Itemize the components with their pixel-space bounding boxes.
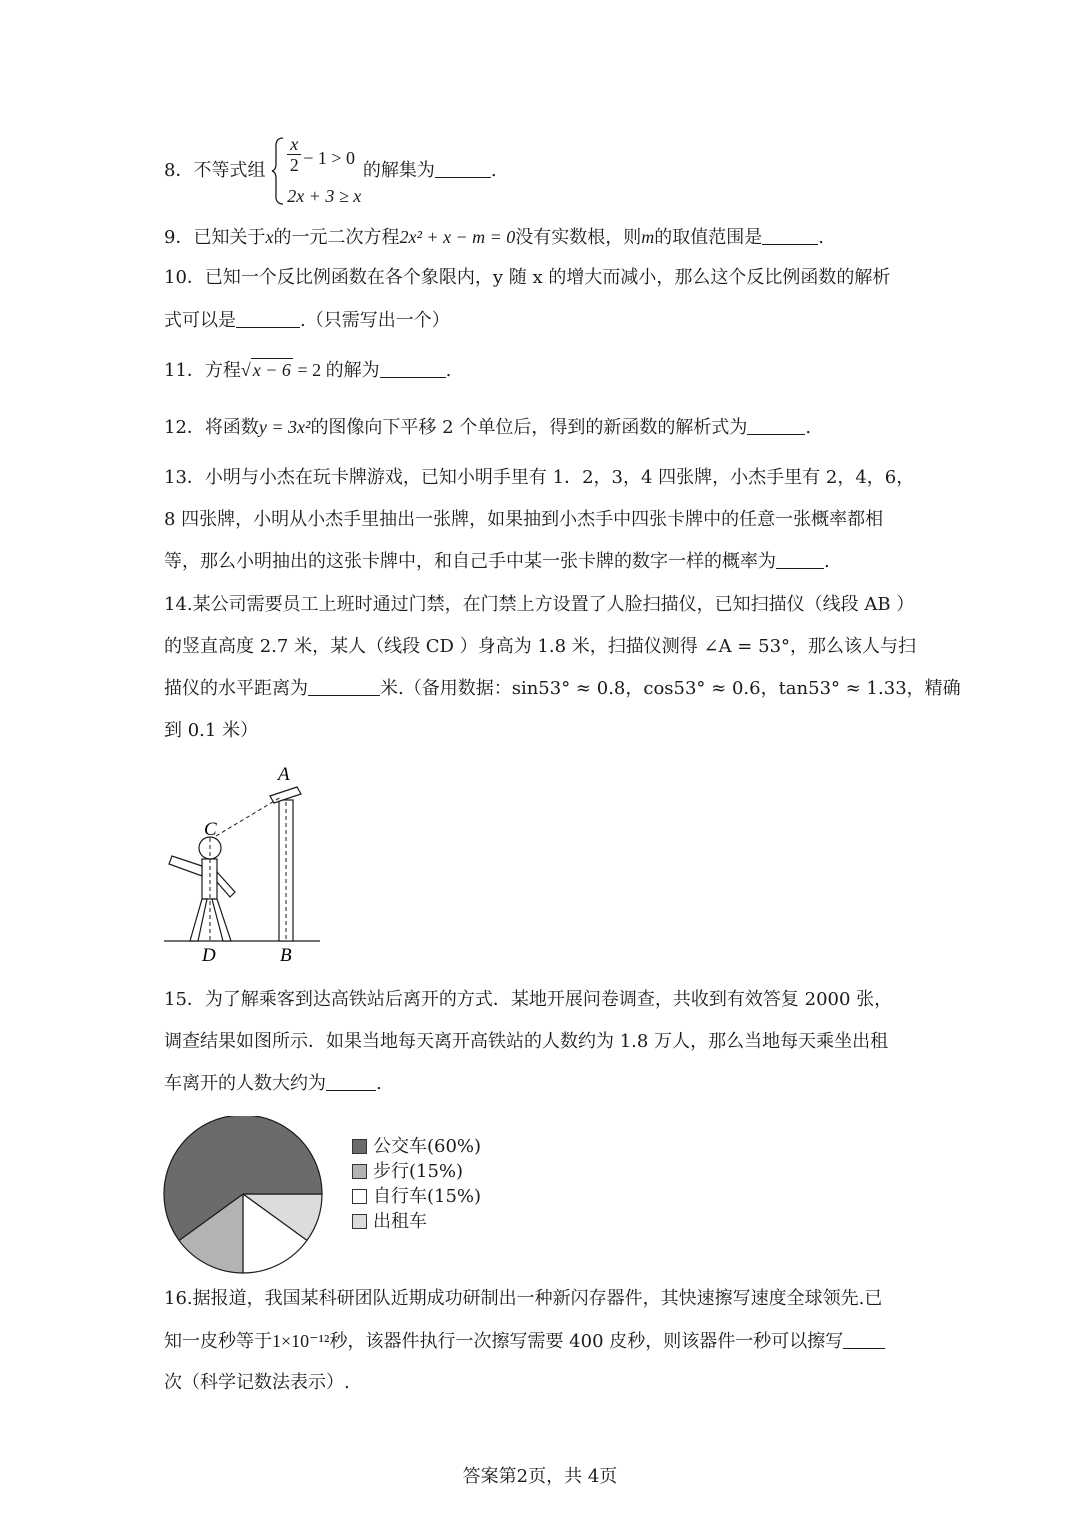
label-b: B: [280, 945, 292, 966]
answer-blank[interactable]: [747, 416, 805, 435]
question-16: 16.据报道，我国某科研团队近期成功研制出一种新闪存器件，其快速擦写速度全球领先.已: [164, 1288, 883, 1309]
chart-legend: [352, 1134, 481, 1234]
question-10-cont: 式可以是 .（只需写出一个）: [164, 310, 450, 331]
answer-blank[interactable]: [843, 1330, 885, 1349]
pie-chart: [160, 1116, 330, 1276]
answer-blank[interactable]: [380, 359, 446, 378]
page-footer: 答案第2页，共 4页: [462, 1466, 618, 1487]
answer-blank[interactable]: [308, 677, 380, 696]
answer-blank[interactable]: [776, 550, 824, 569]
question-16-cont2: 次（科学记数法表示）.: [164, 1372, 350, 1393]
question-15-cont2: 车离开的人数大约为 .: [164, 1073, 382, 1094]
legend-item-taxi: 出租车: [352, 1209, 481, 1234]
left-brace: [271, 136, 285, 206]
legend-swatch: [352, 1214, 367, 1229]
question-8: 8．不等式组 x 2 − 1 > 0 2x + 3 ≥ x 的解集为 .: [164, 134, 497, 206]
radical: x − 6: [252, 360, 291, 380]
answer-blank[interactable]: [762, 226, 818, 245]
question-13-cont2: 等，那么小明抽出的这张卡牌中，和自己手中某一张卡牌的数字一样的概率为 .: [164, 551, 830, 572]
question-16-cont: 知一皮秒等于1×10⁻¹²秒，该器件执行一次擦写需要 400 皮秒，则该器件一秒可以擦写: [164, 1327, 885, 1356]
question-13-cont: 8 四张牌，小明从小杰手里抽出一张牌，如果抽到小杰手中四张卡牌中的任意一张概率都相: [164, 509, 884, 530]
question-14: 14.某公司需要员工上班时通过门禁，在门禁上方设置了人脸扫描仪，已知扫描仪（线段 AB ）: [164, 594, 915, 615]
question-14-cont: 的竖直高度 2.7 米，某人（线段 CD ）身高为 1.8 米，扫描仪测得 ∠A = 53°，那么该人与扫: [164, 636, 917, 657]
inequality-system: x 2 − 1 > 0 2x + 3 ≥ x: [271, 136, 351, 206]
answer-blank[interactable]: [326, 1072, 376, 1091]
answer-blank[interactable]: [435, 159, 491, 178]
label-a: A: [278, 764, 290, 785]
answer-blank[interactable]: [236, 309, 300, 328]
question-9: 9．已知关于x的一元二次方程2x² + x − m = 0没有实数根，则m的取值范围是 .: [164, 227, 825, 248]
question-13: 13．小明与小杰在玩卡牌游戏，已知小明手里有 1．2，3，4 四张牌，小杰手里有 2，4，6，: [164, 467, 915, 488]
question-14-cont2: 描仪的水平距离为 米.（备用数据：sin53° ≈ 0.8，cos53° ≈ 0.6，tan53° ≈ 1.33，精确: [164, 678, 961, 699]
question-12: 12．将函数y = 3x²的图像向下平移 2 个单位后，得到的新函数的解析式为 .: [164, 417, 812, 438]
legend-item-walk: 步行(15%): [352, 1159, 481, 1184]
label-c: C: [204, 819, 217, 840]
scanner-figure: [160, 760, 330, 970]
legend-swatch: [352, 1164, 367, 1179]
question-15: 15．为了解乘客到达高铁站后离开的方式．某地开展问卷调查，共收到有效答复 2000 张，: [164, 989, 893, 1010]
legend-swatch: [352, 1139, 367, 1154]
question-10: 10．已知一个反比例函数在各个象限内，y 随 x 的增大而减小，那么这个反比例函数的解析: [164, 267, 891, 288]
legend-item-bike: 自行车(15%): [352, 1184, 481, 1209]
question-15-cont: 调查结果如图所示．如果当地每天离开高铁站的人数约为 1.8 万人，那么当地每天乘坐出租: [164, 1031, 889, 1052]
legend-swatch: [352, 1189, 367, 1204]
question-14-cont3: 到 0.1 米）: [164, 720, 259, 741]
label-d: D: [202, 945, 216, 966]
legend-item-bus: 公交车(60%): [352, 1134, 481, 1159]
question-11: 11．方程√ x − 6 = 2 的解为 .: [164, 360, 452, 381]
